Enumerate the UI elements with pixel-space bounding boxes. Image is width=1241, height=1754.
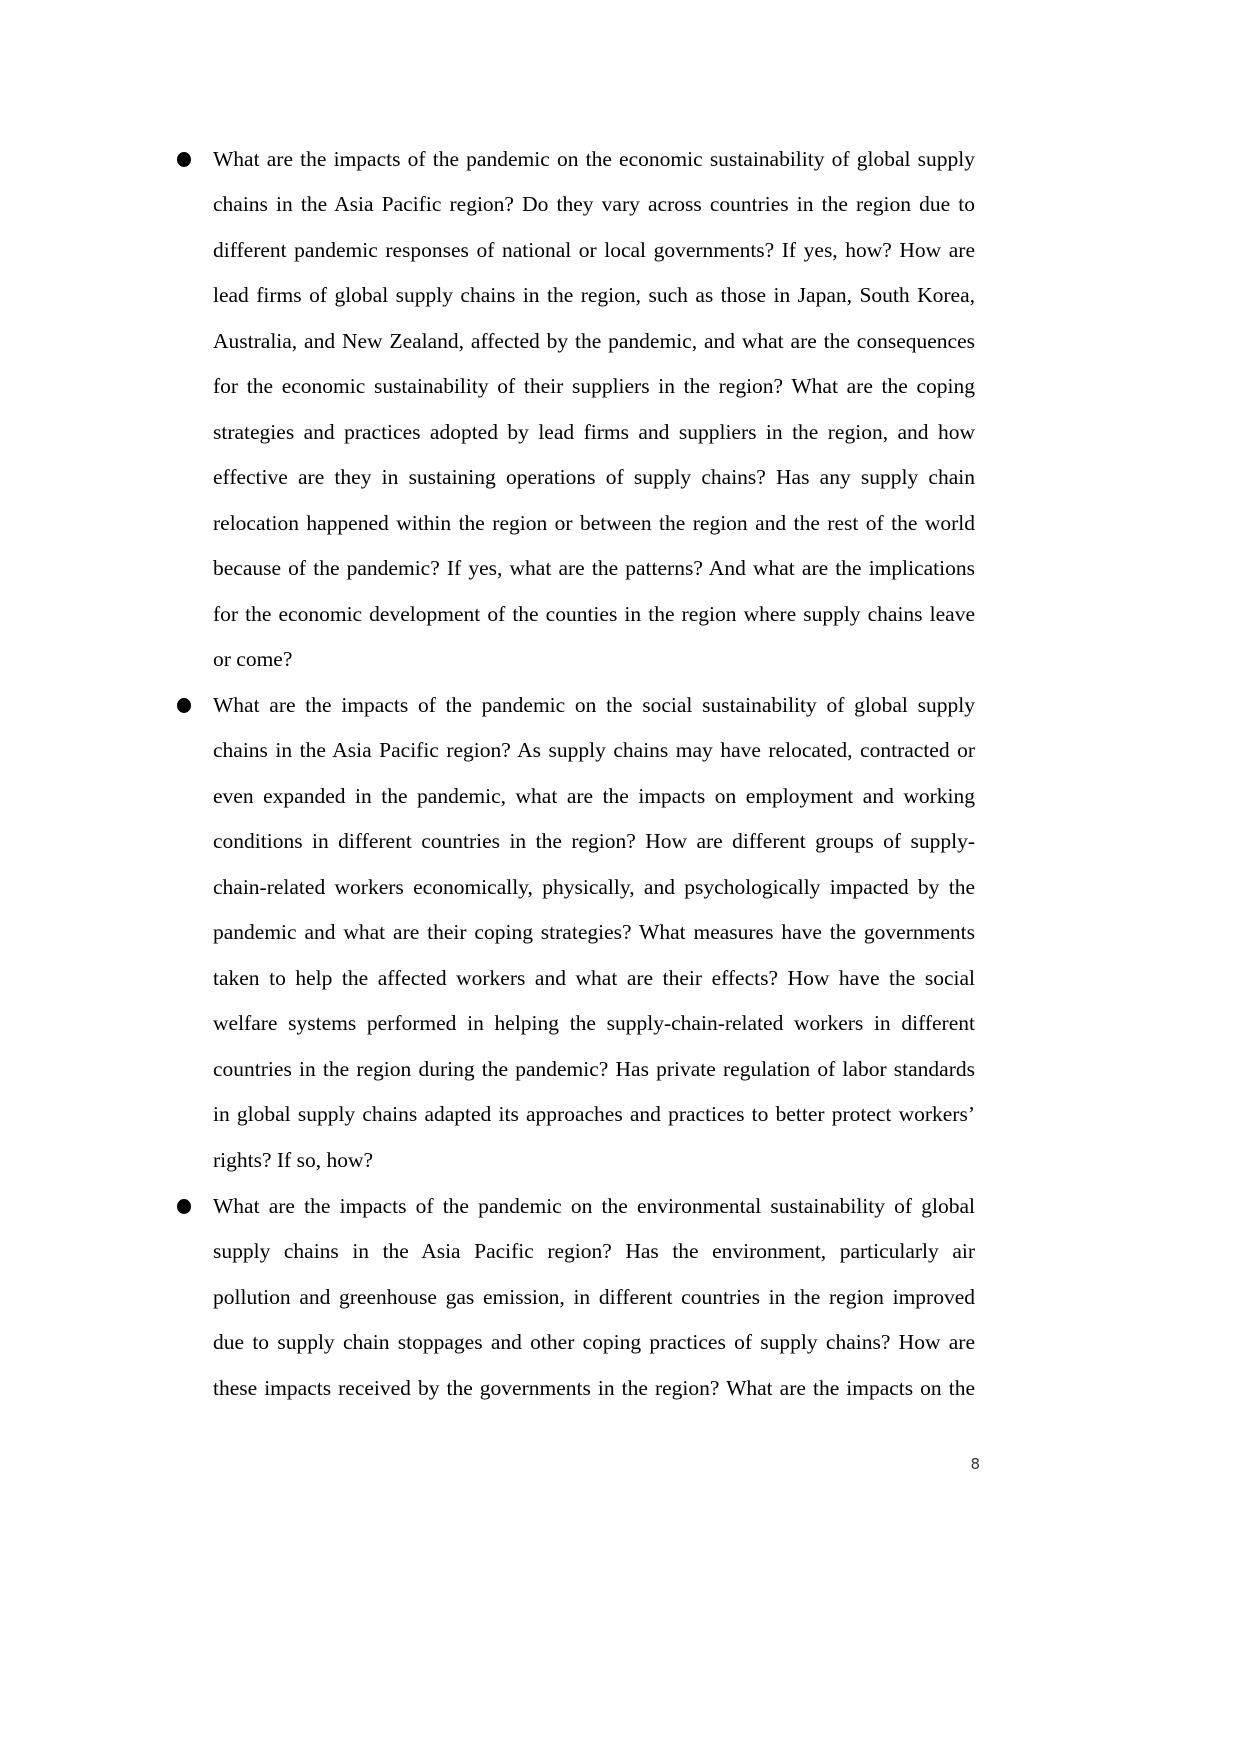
text-line: or come? [213, 647, 293, 671]
text-line: different pandemic responses of national or local governments? If yes, how? How are [213, 238, 975, 262]
text-line: for the economic sustainability of their suppliers in the region? What are the coping [213, 374, 975, 398]
text-line: What are the impacts of the pandemic on the environmental sustainability of global [213, 1194, 975, 1218]
text-line: due to supply chain stoppages and other coping practices of supply chains? How are [213, 1330, 975, 1354]
bullet-icon [177, 152, 191, 167]
text-line: What are the impacts of the pandemic on the economic sustainability of global supply [213, 147, 975, 171]
text-line: pandemic and what are their coping strategies? What measures have the governments [213, 920, 975, 944]
text-line: supply chains in the Asia Pacific region? Has the environment, particularly air [213, 1239, 975, 1263]
text-line: relocation happened within the region or between the region and the rest of the world [213, 511, 975, 535]
text-line: Australia, and New Zealand, affected by the pandemic, and what are the consequences [213, 329, 975, 353]
text-line: taken to help the affected workers and what are their effects? How have the social [213, 966, 975, 990]
text-line: in global supply chains adapted its approaches and practices to better protect workers’ [213, 1102, 975, 1126]
text-line: strategies and practices adopted by lead firms and suppliers in the region, and how [213, 420, 975, 444]
text-line: chains in the Asia Pacific region? Do they vary across countries in the region due to [213, 192, 975, 216]
text-line: conditions in different countries in the region? How are different groups of supply- [213, 829, 975, 853]
text-line: welfare systems performed in helping the supply-chain-related workers in different [213, 1011, 975, 1035]
text-line: lead firms of global supply chains in the region, such as those in Japan, South Korea, [213, 283, 975, 307]
text-line: What are the impacts of the pandemic on the social sustainability of global supply [213, 693, 975, 717]
text-line: effective are they in sustaining operations of supply chains? Has any supply chain [213, 465, 975, 489]
text-line: rights? If so, how? [213, 1148, 374, 1172]
text-line: for the economic development of the counties in the region where supply chains leave [213, 602, 975, 626]
bullet-icon [177, 1199, 191, 1214]
bullet-icon [177, 698, 191, 713]
text-line: these impacts received by the governments in the region? What are the impacts on the [213, 1376, 975, 1400]
page-number: 8 [970, 1455, 980, 1473]
text-line: countries in the region during the pandemic? Has private regulation of labor standards [213, 1057, 975, 1081]
text-line: pollution and greenhouse gas emission, in different countries in the region improved [213, 1285, 975, 1309]
text-line: chain-related workers economically, physically, and psychologically impacted by the [213, 875, 975, 899]
text-line: because of the pandemic? If yes, what are the patterns? And what are the implications [213, 556, 975, 580]
text-line: even expanded in the pandemic, what are the impacts on employment and working [213, 784, 975, 808]
text-line: chains in the Asia Pacific region? As supply chains may have relocated, contracted or [213, 738, 975, 762]
